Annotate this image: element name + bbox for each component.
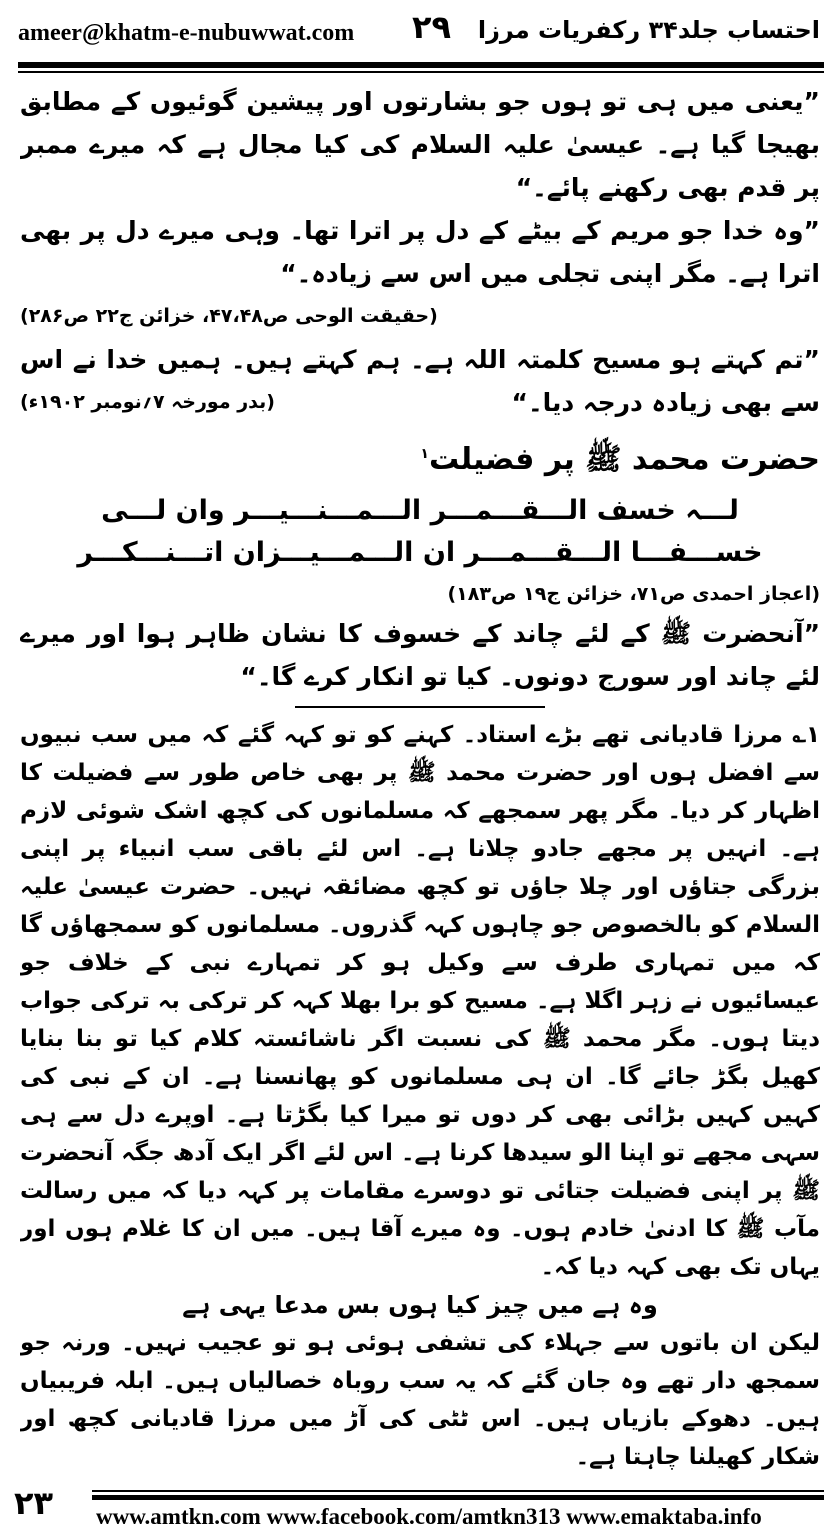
footnote-poem: وہ ہے میں چیز کیا ہوں بس مدعا یہی ہے xyxy=(182,1291,658,1319)
header-title: احتساب جلد۳۴ رکفریات مرزا xyxy=(477,16,820,44)
section-heading-text: حضرت محمد ﷺ پر فضیلت xyxy=(428,442,820,477)
page-header xyxy=(0,0,840,60)
footnote-text-2: لیکن ان باتوں سے جہلاء کی تشفی ہوئی ہو تو عجیب نہیں۔ ورنہ جو سمجھ دار تھے وہ جان گئے کہ یہ سب روباہ خصالیاں ہیں۔ ابلہ فریبیاں ہیں۔ دھوکے بازیاں ہیں۔ اس ٹٹی کی آڑ میں مرزا قادیانی کچھ اور شکار کھیلنا چاہتا ہے۔ xyxy=(20,1330,820,1470)
footer-links: www.amtkn.com www.facebook.com/amtkn313 www.emaktaba.info xyxy=(96,1504,762,1529)
paragraph-2 xyxy=(20,209,820,327)
footer-page-number: ۲۳ xyxy=(14,1484,54,1522)
header-rule-thick xyxy=(18,62,824,68)
paragraph-2-text: ”وہ خدا جو مریم کے بیٹے کے دل پر اترا تھا۔ وہی میرے دل پر بھی اترا ہے۔ مگر اپنی تجلی میں اس سے زیادہ۔“ xyxy=(20,216,820,288)
paragraph-3 xyxy=(20,338,820,424)
verse-line-2: خســـفـــا الـــقـــمـــر ان الـــمـــیـــزان اتـــنـــکـــر xyxy=(77,537,763,568)
verse-reference: (اعجاز احمدی ص۷۱، خزائن ج۱۹ ص۱۸۳) xyxy=(447,583,820,605)
heading-footnote-marker: ۱ xyxy=(420,446,429,462)
paragraph-3-reference: (بدر مورخہ ۷؍نومبر ۱۹۰۲ء) xyxy=(20,391,275,413)
footer-rule-thin xyxy=(92,1490,824,1492)
section-heading xyxy=(20,428,820,486)
header-page-number: ۲۹ xyxy=(412,8,452,46)
header-rule-thin xyxy=(18,71,824,73)
page-content xyxy=(20,80,820,1470)
paragraph-3-text: ”تم کہتے ہو مسیح کلمتہ اللہ ہے۔ ہم کہتے ہیں۔ ہمیں خدا نے اس سے بھی زیادہ درجہ دیا۔“ xyxy=(20,345,820,417)
header-email: ameer@khatm-e-nubuwwat.com xyxy=(18,20,355,46)
footnote-divider xyxy=(295,706,545,708)
page-footer xyxy=(0,1478,840,1540)
footer-rule-thick xyxy=(92,1495,824,1500)
paragraph-2-reference: (حقیقت الوحی ص۴۷،۴۸، خزائن ج۲۲ ص۲۸۶) xyxy=(20,305,438,327)
verse-line-1: لـــہ خسف الـــقـــمـــر الـــمـــنـــیـــر وان لـــی xyxy=(101,495,739,526)
footnote-text: ۱؎ مرزا قادیانی تھے بڑے استاد۔ کہنے کو تو کہہ گئے کہ میں سب نبیوں سے افضل ہوں اور حضرت محمد ﷺ پر بھی خاص طور سے فضیلت کا اظہار کر دیا۔ مگر پھر سمجھے کہ مسلمانوں کی کچھ اشک شوئی لازم ہے۔ انہیں پر مجھے جادو چلانا ہے۔ اس لئے باقی سب انبیاء پر اپنی بزرگی جتاؤں اور چلا جاؤں تو کچھ مضائقہ نہیں۔ حضرت عیسیٰ علیہ السلام کو بالخصوص جو چاہوں کہہ گذروں۔ مسلمانوں کو سمجھاؤں گا کہ میں تمہاری طرف سے وکیل ہو کر تمہارے نبی کے خلاف جو عیسائیوں نے زہر اگلا ہے۔ مسیح کو برا بھلا کہہ کر ترکی بہ ترکی جواب دیتا ہوں۔ مگر محمد ﷺ کی نسبت اگر ناشائستہ کلام کیا تو بنا بنایا کھیل بگڑ جائے گا۔ ان ہی مسلمانوں کو پھانسنا ہے۔ ان کے نبی کی کہیں کہیں بڑائی بھی کر دوں تو میرا کیا بگڑتا ہے۔ اوپرے دل سے ہی سہی مجھے تو اپنا الو سیدھا کرنا ہے۔ اس لئے اگر ایک آدھ جگہ آنحضرت ﷺ پر اپنی فضیلت جتائی تو دوسرے مقامات پر کہہ دیا کہ میں رسالت مآب ﷺ کا ادنیٰ خادم ہوں۔ وہ میرے آقا ہیں۔ میں ان کا غلام ہوں اور یہاں تک بھی کہہ دیا کہ۔ xyxy=(20,722,820,1280)
paragraph-1: ”یعنی میں ہی تو ہوں جو بشارتوں اور پیشین گوئیوں کے مطابق بھیجا گیا ہے۔ عیسیٰ علیہ السلام کی کیا مجال ہے کہ میرے ممبر پر قدم بھی رکھنے پائے۔“ xyxy=(20,87,820,202)
paragraph-4: ”آنحضرت ﷺ کے لئے چاند کے خسوف کا نشان ظاہر ہوا اور میرے لئے چاند اور سورج دونوں۔ کیا تو انکار کرے گا۔“ xyxy=(20,619,820,691)
